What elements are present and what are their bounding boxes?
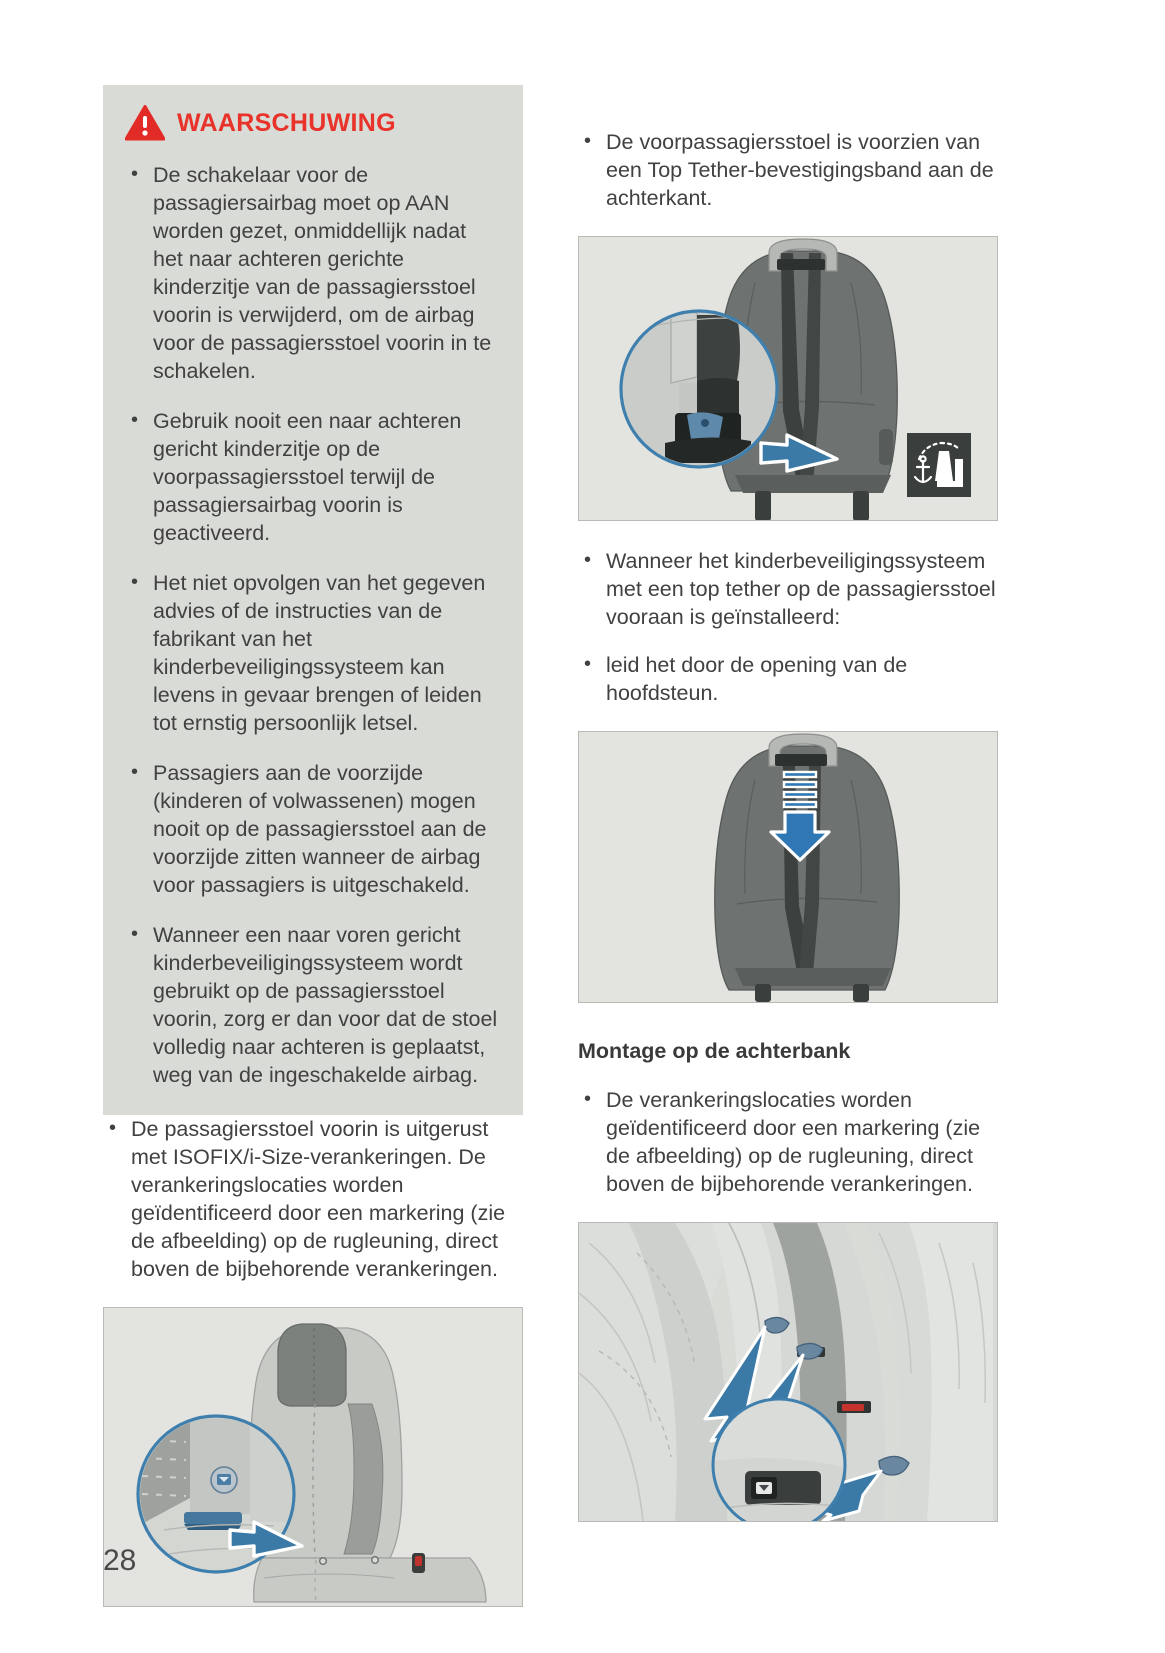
headrest-routing-figure <box>578 731 998 1003</box>
section-heading-montage: Montage op de achterbank <box>578 1039 851 1063</box>
list-item: • De passagiersstoel voorin is uitgerust met ISOFIX/i-Size-verankeringen. De verankeringslocaties worden geïdentificeerd door een markering (zie de afbeelding) op de rugleuning, direct boven de bijbehorende verankeringen. <box>103 1115 523 1283</box>
right-bullet-list-middle <box>578 547 998 707</box>
right-column <box>578 128 998 1522</box>
list-item: • De schakelaar voor de passagiersairbag moet op AAN worden gezet, onmiddellijk nadat het naar achteren gerichte kinderzitje van de passagiersstoel voorin is verwijderd, om de airbag voor de passagiersstoel voorin in te schakelen. <box>125 161 501 385</box>
top-tether-anchor-icon <box>907 433 971 497</box>
warning-bullet-list <box>125 161 501 1089</box>
right-bullet-list-bottom <box>578 1086 998 1198</box>
warning-header <box>125 105 501 141</box>
page-number: 28 <box>103 1544 137 1577</box>
rear-bench-anchorage-figure <box>578 1222 998 1522</box>
warning-box <box>103 85 523 1115</box>
front-seat-isofix-marking-figure <box>103 1307 523 1607</box>
list-item: • De verankeringslocaties worden geïdentificeerd door een markering (zie de afbeelding) op de rugleuning, direct boven de bijbehorende verankeringen. <box>578 1086 998 1198</box>
right-bullet-list-top <box>578 128 998 212</box>
list-item: • leid het door de opening van de hoofdsteun. <box>578 651 998 707</box>
list-item: • Het niet opvolgen van het gegeven advies of de instructies van de fabrikant van het kinderbeveiligingssysteem kan levens in gevaar brengen of leiden tot ernstig persoonlijk letsel. <box>125 569 501 737</box>
seat-back-top-tether-figure <box>578 236 998 521</box>
warning-title: WAARSCHUWING <box>177 108 396 137</box>
left-column <box>103 85 523 1607</box>
list-item: • Wanneer het kinderbeveiligingssysteem met een top tether op de passagiersstoel vooraan is geïnstalleerd: <box>578 547 998 631</box>
left-bullet-list <box>103 1115 523 1283</box>
list-item: • De voorpassagiersstoel is voorzien van een Top Tether-bevestigingsband aan de achterkant. <box>578 128 998 212</box>
list-item: • Wanneer een naar voren gericht kinderbeveiligingssysteem wordt gebruikt op de passagiersstoel voorin, zorg er dan voor dat de stoel volledig naar achteren is geplaatst, weg van de ingeschakelde airbag. <box>125 921 501 1089</box>
list-item: • Passagiers aan de voorzijde (kinderen of volwassenen) mogen nooit op de passagiersstoel aan de voorzijde zitten wanneer de airbag voor passagiers is uitgeschakeld. <box>125 759 501 899</box>
list-item: • Gebruik nooit een naar achteren gericht kinderzitje op de voorpassagiersstoel terwijl de passagiersairbag voorin is geactiveerd. <box>125 407 501 547</box>
warning-triangle-icon <box>125 105 165 141</box>
